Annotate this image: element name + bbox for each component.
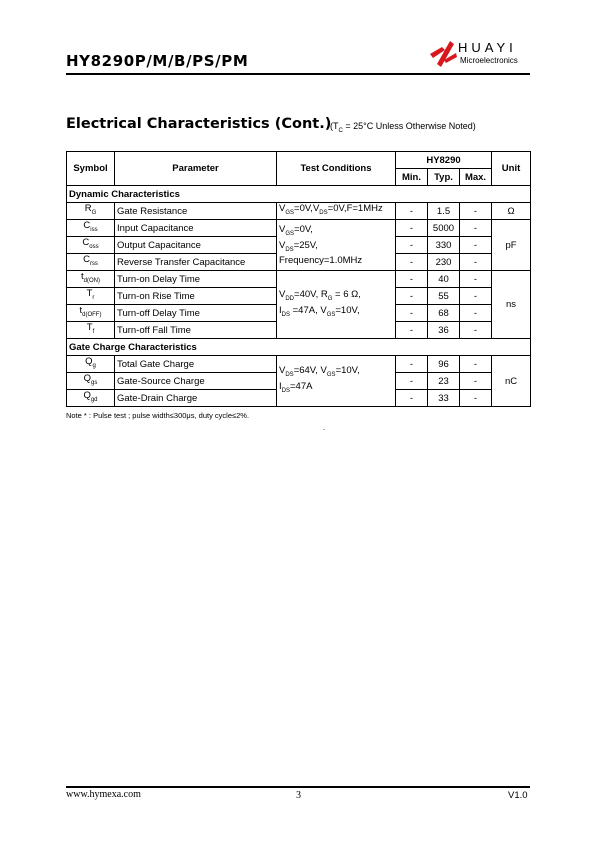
tc-text: =64V, V — [293, 365, 327, 377]
tc-sub: DS — [281, 311, 290, 318]
tc-sub: DS — [319, 209, 328, 216]
parameter-cell: Output Capacitance — [115, 237, 277, 254]
min-cell: - — [396, 305, 428, 322]
tc-text: =47A, V — [289, 304, 327, 316]
min-cell: - — [396, 373, 428, 390]
typ-cell: 40 — [428, 271, 460, 288]
tc-text: =47A — [289, 381, 313, 392]
conditions-sub: C — [338, 127, 343, 134]
tc-sub: DD — [285, 295, 295, 302]
tc-text: =0V,V — [294, 203, 320, 215]
symbol-cell — [67, 373, 115, 390]
max-cell: - — [460, 254, 492, 271]
symbol-main: Q — [83, 373, 92, 385]
symbol-cell — [67, 390, 115, 407]
section-row — [67, 186, 531, 203]
tc-text: = 6 Ω, — [332, 288, 361, 300]
parameter-cell: Gate-Source Charge — [115, 373, 277, 390]
electrical-characteristics-table — [66, 151, 531, 407]
tc-sub: GS — [285, 209, 295, 216]
version-label: V1.0 — [508, 790, 528, 801]
max-cell: - — [460, 390, 492, 407]
min-cell: - — [396, 271, 428, 288]
tc-sub: DS — [285, 246, 294, 253]
header-typ: Typ. — [428, 169, 460, 186]
tc-sub: DS — [281, 387, 290, 394]
parameter-cell: Input Capacitance — [115, 220, 277, 237]
symbol-sub: r — [92, 294, 95, 301]
table-row — [67, 271, 531, 288]
symbol-cell — [67, 220, 115, 237]
tc-text: =40V, R — [294, 288, 328, 300]
header-max: Max. — [460, 169, 492, 186]
logo-subtitle: Microelectronics — [460, 56, 518, 65]
tc-sub: G — [327, 295, 333, 302]
max-cell: - — [460, 203, 492, 220]
min-cell: - — [396, 322, 428, 339]
symbol-main: C — [82, 237, 90, 249]
symbol-sub: d(OFF) — [82, 311, 102, 318]
conditions-rest: = 25°C Unless Otherwise Noted) — [342, 121, 476, 131]
parameter-cell: Total Gate Charge — [115, 356, 277, 373]
symbol-main: Q — [85, 356, 93, 368]
typ-cell: 36 — [428, 322, 460, 339]
part-number: HY8290P/M/B/PS/PM — [66, 52, 249, 70]
tc-sub: DS — [285, 372, 294, 378]
header-rule — [66, 73, 530, 75]
tc-sub: GS — [326, 372, 336, 378]
symbol-sub: G — [91, 209, 97, 216]
symbol-cell — [67, 203, 115, 220]
typ-cell: 23 — [428, 373, 460, 390]
tc-text: V — [279, 365, 286, 377]
typ-cell: 230 — [428, 254, 460, 271]
tc-text: V — [279, 288, 286, 300]
table-row — [67, 356, 531, 373]
tc-text: I — [279, 304, 282, 316]
parameter-cell: Turn-off Delay Time — [115, 305, 277, 322]
tc-sub: GS — [285, 230, 295, 237]
symbol-main: C — [83, 254, 90, 266]
tc-text: =0V,F=1MHz — [327, 203, 383, 215]
conditions-open: (T — [330, 121, 339, 131]
header-device: HY8290 — [396, 152, 492, 169]
logo-wordmark: HUAYI — [458, 40, 517, 55]
tc-text: =0V, — [294, 223, 313, 235]
parameter-cell: Gate-Drain Charge — [115, 390, 277, 407]
symbol-sub: d(ON) — [83, 277, 100, 284]
symbol-sub: gd — [90, 396, 98, 403]
section-title-gate-charge: Gate Charge Characteristics — [67, 339, 531, 356]
test-condition-cell — [277, 356, 396, 407]
header-symbol: Symbol — [67, 152, 115, 186]
min-cell: - — [396, 390, 428, 407]
symbol-main: R — [84, 203, 92, 215]
stray-mark: . — [323, 423, 326, 432]
parameter-cell: Reverse Transfer Capacitance — [115, 254, 277, 271]
symbol-cell — [67, 305, 115, 322]
typ-cell: 330 — [428, 237, 460, 254]
typ-cell: 68 — [428, 305, 460, 322]
symbol-sub: gs — [91, 379, 98, 386]
tc-sub: GS — [326, 311, 336, 318]
tc-text: V — [279, 223, 286, 235]
tc-text: Frequency=1.0MHz — [279, 255, 363, 267]
tc-text: I — [279, 381, 282, 392]
symbol-main: t — [79, 305, 83, 317]
tc-text: V — [279, 203, 286, 215]
max-cell: - — [460, 356, 492, 373]
typ-cell: 55 — [428, 288, 460, 305]
symbol-cell — [67, 288, 115, 305]
min-cell: - — [396, 288, 428, 305]
footer-rule — [66, 786, 530, 788]
symbol-cell — [67, 237, 115, 254]
unit-cell: ns — [492, 271, 531, 339]
min-cell: - — [396, 254, 428, 271]
symbol-sub: oss — [89, 243, 99, 250]
max-cell: - — [460, 288, 492, 305]
table-header-row — [67, 152, 531, 169]
tc-text: =10V, — [335, 304, 360, 316]
max-cell: - — [460, 373, 492, 390]
symbol-main: T — [86, 322, 93, 334]
section-title-dynamic: Dynamic Characteristics — [67, 186, 531, 203]
symbol-sub: g — [92, 362, 96, 369]
conditions-note — [330, 121, 476, 134]
min-cell: - — [396, 237, 428, 254]
parameter-cell: Turn-off Fall Time — [115, 322, 277, 339]
parameter-cell: Turn-on Rise Time — [115, 288, 277, 305]
min-cell: - — [396, 220, 428, 237]
symbol-cell — [67, 271, 115, 288]
unit-cell: pF — [492, 220, 531, 271]
header-test-conditions: Test Conditions — [277, 152, 396, 186]
test-condition-cell — [277, 203, 396, 220]
symbol-main: Q — [83, 390, 91, 402]
header-parameter: Parameter — [115, 152, 277, 186]
symbol-main: T — [86, 288, 93, 300]
symbol-cell — [67, 254, 115, 271]
typ-cell: 33 — [428, 390, 460, 407]
unit-cell: nC — [492, 356, 531, 407]
company-logo — [428, 38, 532, 70]
symbol-sub: iss — [90, 226, 98, 233]
table-row — [67, 203, 531, 220]
min-cell: - — [396, 203, 428, 220]
symbol-sub: rss — [89, 260, 98, 267]
typ-cell: 1.5 — [428, 203, 460, 220]
tc-text: =10V, — [335, 365, 360, 377]
table-row — [67, 220, 531, 237]
typ-cell: 96 — [428, 356, 460, 373]
max-cell: - — [460, 220, 492, 237]
logo-mark-icon — [428, 38, 458, 68]
test-condition-cell — [277, 271, 396, 339]
max-cell: - — [460, 305, 492, 322]
symbol-sub: f — [92, 328, 95, 335]
symbol-main: C — [83, 220, 91, 232]
header-min: Min. — [396, 169, 428, 186]
tc-text: V — [279, 239, 286, 251]
footer-url[interactable]: www.hymexa.com — [66, 789, 141, 800]
parameter-cell: Turn-on Delay Time — [115, 271, 277, 288]
min-cell: - — [396, 356, 428, 373]
test-condition-cell — [277, 220, 396, 271]
tc-text: =25V, — [293, 239, 318, 251]
typ-cell: 5000 — [428, 220, 460, 237]
symbol-cell — [67, 322, 115, 339]
page-number: 3 — [296, 790, 301, 801]
unit-cell: Ω — [492, 203, 531, 220]
header-unit: Unit — [492, 152, 531, 186]
symbol-main: t — [81, 271, 84, 283]
parameter-cell: Gate Resistance — [115, 203, 277, 220]
max-cell: - — [460, 237, 492, 254]
max-cell: - — [460, 271, 492, 288]
section-title: Electrical Characteristics (Cont.) — [66, 116, 332, 132]
max-cell: - — [460, 322, 492, 339]
section-row — [67, 339, 531, 356]
footnote: Note * : Pulse test ; pulse width≤300μs, duty cycle≤2%. — [66, 411, 250, 420]
symbol-cell — [67, 356, 115, 373]
